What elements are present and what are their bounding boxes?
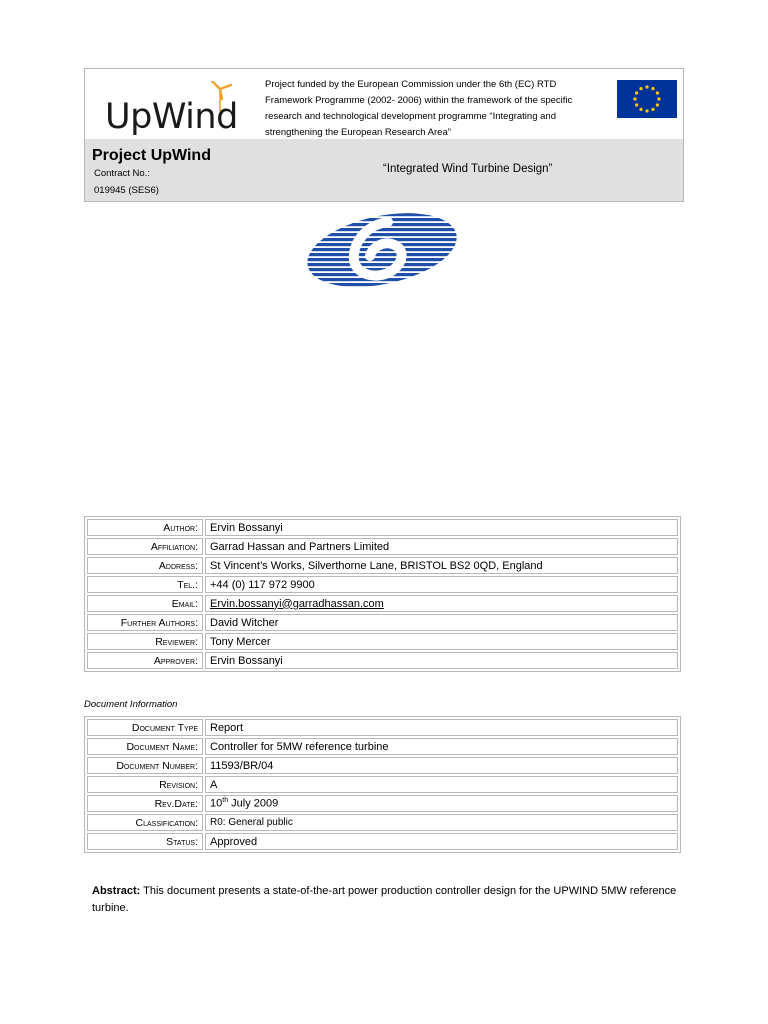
fp6-stripe [302, 253, 460, 256]
approver-value: Ervin Bossanyi [205, 652, 678, 669]
eu-star-icon [656, 91, 659, 94]
doc-type-label: Document Type [87, 719, 203, 736]
table-row [87, 614, 678, 631]
abstract-text: This document presents a state-of-the-art power production controller design for the UPWIND 5MW reference turbine. [92, 885, 677, 914]
eu-star-icon [639, 87, 642, 90]
further-authors-value: David Witcher [205, 614, 678, 631]
document-info-caption: Document Information [84, 699, 178, 710]
doc-type-value: Report [205, 719, 678, 736]
fp6-stripe [302, 263, 460, 266]
fp6-stripe [302, 258, 460, 261]
email-label: Email: [87, 595, 203, 612]
approver-label: Approver: [87, 652, 203, 669]
doc-number-label: Document Number: [87, 757, 203, 774]
classification-label: Classification: [87, 814, 203, 831]
status-label: Status: [87, 833, 203, 850]
email-link[interactable]: Ervin.bossanyi@garradhassan.com [210, 597, 384, 610]
table-row [87, 519, 678, 536]
tel-label: Tel.: [87, 576, 203, 593]
status-value: Approved [205, 833, 678, 850]
table-row [87, 738, 678, 755]
eu-star-icon [635, 91, 638, 94]
address-value: St Vincent’s Works, Silverthorne Lane, BRISTOL BS2 0QD, England [205, 557, 678, 574]
fp6-stripe [302, 213, 460, 216]
table-row [87, 719, 678, 736]
revision-value: A [205, 776, 678, 793]
rev-date-day: 10 [210, 797, 223, 810]
header-top-band [85, 69, 683, 139]
eu-flag-icon [617, 80, 677, 118]
table-row [87, 776, 678, 793]
rev-date-rest: July 2009 [228, 797, 279, 810]
contract-number: 019945 (SES6) [94, 185, 159, 196]
project-subtitle: “Integrated Wind Turbine Design” [383, 163, 553, 175]
table-row [87, 795, 678, 812]
reviewer-value: Tony Mercer [205, 633, 678, 650]
fp6-stripe [302, 208, 460, 211]
table-row [87, 595, 678, 612]
table-row [87, 814, 678, 831]
reviewer-label: Reviewer: [87, 633, 203, 650]
table-row [87, 557, 678, 574]
table-row [87, 538, 678, 555]
table-row [87, 757, 678, 774]
table-row [87, 833, 678, 850]
further-authors-label: Further Authors: [87, 614, 203, 631]
eu-star-icon [656, 103, 659, 106]
eu-star-icon [639, 108, 642, 111]
fp6-stripe [302, 233, 460, 236]
table-row [87, 576, 678, 593]
affiliation-value: Garrad Hassan and Partners Limited [205, 538, 678, 555]
eu-star-icon [645, 85, 648, 88]
document-table [84, 716, 681, 853]
eu-star-icon [651, 108, 654, 111]
fp6-logo-icon [302, 208, 460, 290]
abstract-label: Abstract: [92, 885, 141, 897]
rev-date-label: Rev.Date: [87, 795, 203, 812]
eu-star-icon [635, 103, 638, 106]
table-row [87, 652, 678, 669]
affiliation-label: Affiliation: [87, 538, 203, 555]
upwind-logo [105, 81, 238, 137]
author-value: Ervin Bossanyi [205, 519, 678, 536]
email-cell [205, 595, 678, 612]
fp6-stripe [302, 288, 460, 290]
author-label: Author: [87, 519, 203, 536]
revision-label: Revision: [87, 776, 203, 793]
eu-star-icon [657, 97, 660, 100]
rev-date-suffix: th [222, 797, 229, 805]
contract-label: Contract No.: [94, 168, 150, 179]
rev-date-value [205, 795, 678, 812]
address-label: Address: [87, 557, 203, 574]
author-table [84, 516, 681, 672]
doc-name-value: Controller for 5MW reference turbine [205, 738, 678, 755]
project-title: Project UpWind [92, 147, 211, 164]
table-row [87, 633, 678, 650]
logo-text: UpWind [105, 97, 238, 137]
eu-star-icon [633, 97, 636, 100]
eu-star-icon [645, 109, 648, 112]
project-header [84, 68, 684, 202]
doc-name-label: Document Name: [87, 738, 203, 755]
classification-value: R0: General public [205, 814, 678, 831]
funding-statement: Project funded by the European Commission under the 6th (EC) RTD Framework Programme (2002- 2006) within the framework of the specific research and technological development programme “Integrating and strengthening the European Research Area” [265, 79, 573, 138]
fp6-stripe [302, 283, 460, 286]
eu-star-icon [651, 87, 654, 90]
abstract [92, 883, 682, 917]
tel-value: +44 (0) 117 972 9900 [205, 576, 678, 593]
doc-number-value: 11593/BR/04 [205, 757, 678, 774]
